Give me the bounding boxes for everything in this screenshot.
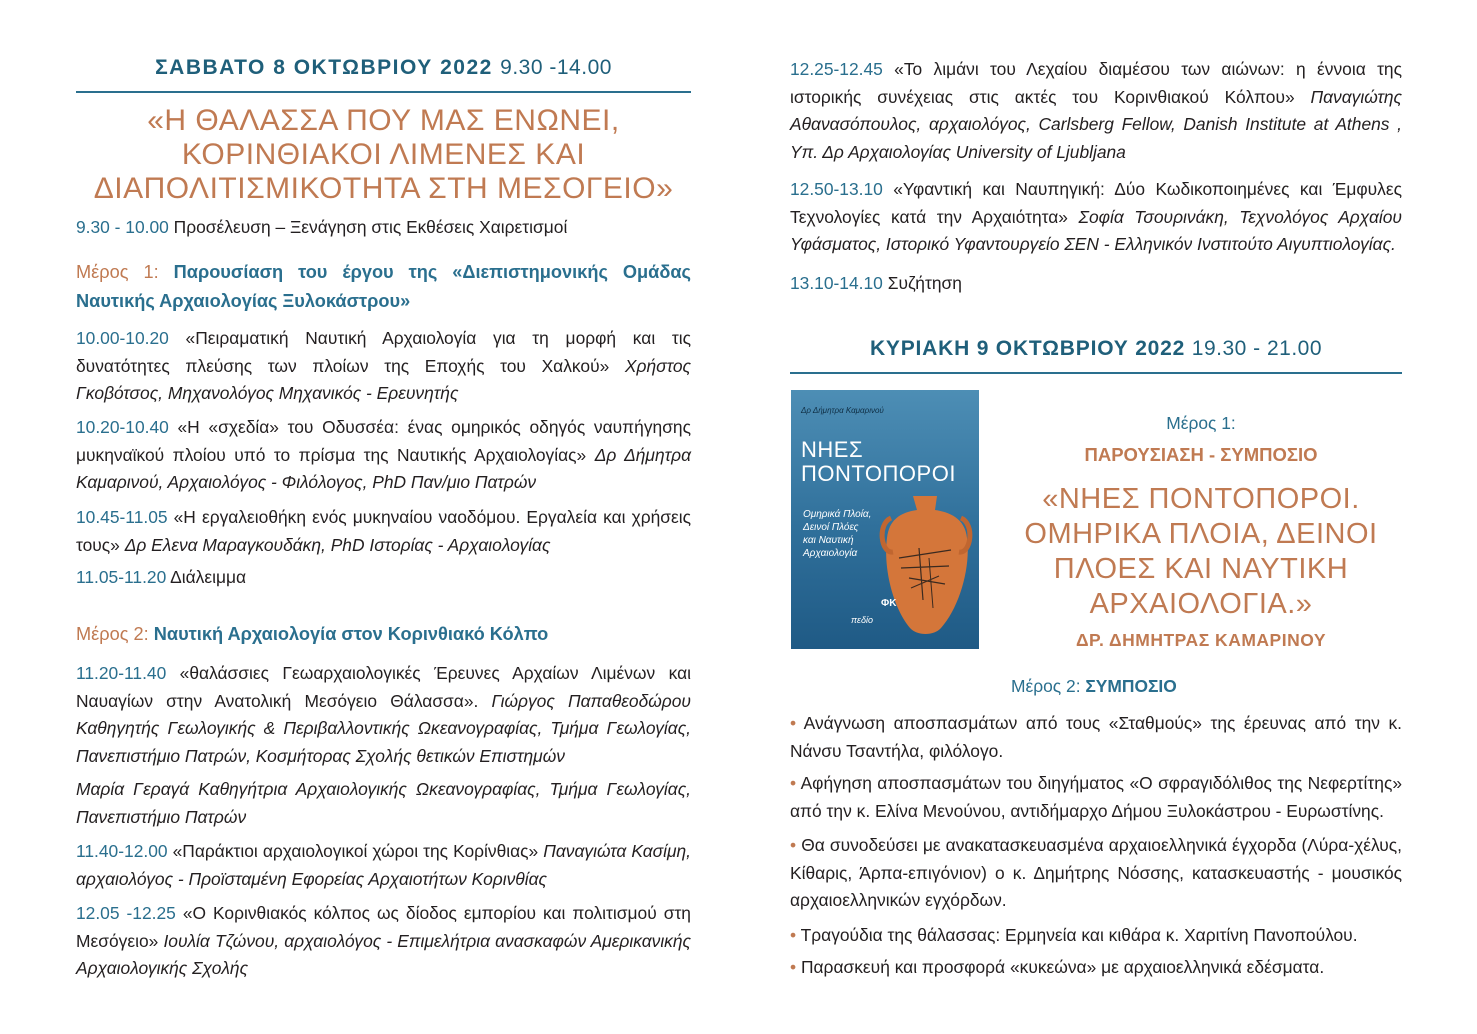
cover-subtitle-line: Δεινοί Πλόες [803,522,859,533]
cover-subtitle-line: και Ναυτική [803,535,854,546]
bullet-text: Ανάγνωση αποσπασμάτων από τους «Σταθμούς» της έρευνας από την κ. Νάνσυ Τσαντήλα, φιλόλογο. [790,713,1402,761]
item-text: «Παράκτιοι αρχαιολογικοί χώροι της Κορίνθιας» [172,841,539,861]
program-item [76,838,691,893]
program-item [76,776,691,831]
item-speaker: Δρ Ελενα Μαραγκουδάκη, PhD Ιστορίας - Αρχαιολογίας [124,534,551,555]
item-speaker: Παναγιώτα Κασίμη, αρχαιολόγος - Προϊσταμένη Εφορείας Αρχαιοτήτων Κορινθίας [76,841,691,889]
item-text: «Ο Κορινθιακός κόλπος ως δίοδος εμπορίου και πολιτισμού στη Μεσόγειο» [76,903,691,951]
bullet-icon: • [790,925,797,945]
item-text: Διάλειμμα [170,567,247,587]
program-item [76,660,691,770]
part1-heading [76,258,691,316]
item-speaker: Δρ Δήμητρα Καμαρινού, Αρχαιολόγος - Φιλόλογος, PhD Παν/μιο Πατρών [76,444,692,493]
item-speaker: Γιώργος Παπαθεοδώρου Καθηγητής Γεωλογικής & Περιβαλλοντικής Ωκεανογραφίας, Τμήμα Γεωλογίας, Πανεπιστήμιο Πατρών, Κοσμήτορας Σχολής θετικών Επιστημών [76,690,691,766]
sunday-time: 19.30 - 21.00 [1191,337,1323,360]
program-item [790,270,1402,298]
item-speaker: Παναγιώτης Αθανασόπουλος, αρχαιολόγος, Carlsberg Fellow, Danish Institute at Athens , Υπ. Δρ Αρχαιολογίας University of Ljubljana [790,86,1402,162]
cover-author: Δρ Δήμητρα Καμαρινού [801,406,884,415]
sunday-header [790,337,1402,361]
welcome-line [76,214,691,242]
item-time: 12.25-12.45 [790,59,883,79]
bullet-item [790,770,1402,825]
item-time: 11.40-12.00 [76,841,168,861]
item-time: 11.20-11.40 [76,663,167,683]
program-item [790,56,1402,166]
welcome-text: Προσέλευση – Ξενάγηση στις Εκθέσεις Χαιρετισμοί [173,217,568,237]
bullet-text: Παρασκευή και προσφορά «κυκεώνα» με αρχαιοελληνικά εδέσματα. [800,957,1325,977]
item-speaker: Μαρία Γεραγά Καθηγήτρια Αρχαιολογικής Ωκεανογραφίας, Τμήμα Γεωλογίας, Πανεπιστήμιο Πατρών [76,779,691,827]
item-text: «θαλάσσιες Γεωαρχαιολογικές Έρευνες Αρχαίων Λιμένων και Ναυαγίων στην Ανατολική Μεσόγειο Θάλασσα». [76,663,691,711]
saturday-title-line: ΔΙΑΠΟΛΙΤΙΣΜΙΚΟΤΗΤΑ ΣΤΗ ΜΕΣΟΓΕΙΟ» [93,172,674,205]
part1-title: Παρουσίαση του έργου της «Διεπιστημονικής Ομάδας Ναυτικής Αρχαιολογίας Ξυλοκάστρου» [76,262,691,311]
part2-title: Ναυτική Αρχαιολογία στον Κορινθιακό Κόλπο [153,624,549,644]
item-text: «Πειραματική Ναυτική Αρχαιολογία για τη μορφή και τις δυνατότητες πλεύσης των πλοίων της Εποχής του Χαλκού» [76,328,691,376]
bullet-text: Αφήγηση αποσπασμάτων του διηγήματος «Ο σφραγιδόλιθος της Νεφερτίτης» από την κ. Ελίνα Μενούνου, αντιδήμαρχο Δήμου Ξυλοκάστρου - Ευρωστίνης. [790,773,1402,821]
program-item [76,900,691,983]
saturday-time: 9.30 -14.00 [500,56,612,79]
bullet-item [790,832,1402,915]
saturday-title-line: «Η ΘΑΛΑΣΣΑ ΠΟΥ ΜΑΣ ΕΝΩΝΕΙ, [147,104,620,137]
saturday-header [76,56,691,80]
book-author: ΔΡ. ΔΗΜΗΤΡΑΣ ΚΑΜΑΡΙΝΟΥ [1075,630,1327,650]
cover-mark: ΦΚ [881,598,897,609]
bullet-item [790,954,1402,982]
item-text: «Η εργαλειοθήκη ενός μυκηναίου ναοδόμου. Εργαλεία και χρήσεις τους» [76,507,691,555]
item-text: Συζήτηση [887,273,962,293]
welcome-time: 9.30 - 10.00 [76,217,169,237]
program-item [76,564,691,592]
bullet-icon: • [790,773,797,793]
bullet-icon: • [790,957,797,977]
item-text: «Το λιμάνι του Λεχαίου διαμέσου των αιώνων: η έννοια της ιστορικής συνέχειας στις ακτές του Κορινθιακού Κόλπου» [790,59,1402,107]
item-speaker: Χρήστος Γκοβότσος, Μηχανολόγος Μηχανικός - Ερευνητής [76,355,691,404]
item-time: 12.05 -12.25 [76,903,176,923]
book-cover-image [791,390,979,649]
item-text: «Η «σχεδία» του Οδυσσέα: ένας ομηρικός οδηγός ναυπήγησης μυκηναϊκού πλοίου υπό το πρίσμα της Ναυτικής Αρχαιολογίας» [76,417,691,465]
cover-subtitle-line: Ομηρικά Πλοία, [803,509,872,520]
bullet-text: Θα συνοδεύσει με ανακατασκευασμένα αρχαιοελληνικά έγχορδα (Λύρα-χέλυς, Κίθαρις, Άρπα-επιγόνιον) ο κ. Δημήτρης Νόσσης, κατασκευαστής - μουσικός αρχαιοελληνικών εγχόρδων. [790,835,1402,911]
part1-label: Μέρος 1: [76,262,159,282]
part2-heading [76,621,691,649]
cover-title-line: ΠΟΝΤΟΠΟΡΟΙ [801,461,956,486]
item-time: 12.50-13.10 [790,179,883,199]
sunday-part2-heading [1011,673,1391,701]
cover-title [801,437,956,486]
cover-publisher: πεδίο [851,615,873,625]
item-speaker: Σοφία Τσουρινάκη, Τεχνολόγος Αρχαίου Υφάσματος, Ιστορικό Υφαντουργείο ΣΕΝ - Ελληνικόν Ινστιτούτο Αιγυπτιολογίας. [790,206,1402,255]
item-time: 13.10-14.10 [790,273,883,293]
bullet-item [790,922,1402,950]
sunday-part2-label: Μέρος 2: [1011,676,1081,696]
book-title-line: ΟΜΗΡΙΚΑ ΠΛΟΙΑ, ΔΕΙΝΟΙ [1024,518,1378,550]
sunday-part2-title: ΣΥΜΠΟΣΙΟ [1085,676,1177,696]
book-title-line: «ΝΗΕΣ ΠΟΝΤΟΠΟΡΟΙ. [1042,483,1360,515]
program-item [76,504,691,559]
saturday-day: ΣΑΒΒΑΤΟ 8 ΟΚΤΩΒΡΙΟΥ 2022 [155,56,493,79]
sunday-part1-label: Μέρος 1: [1166,413,1236,433]
sunday-day: ΚΥΡΙΑΚΗ 9 ΟΚΤΩΒΡΙΟΥ 2022 [869,337,1186,360]
part2-label: Μέρος 2: [76,624,149,644]
cover-subtitle-line: Αρχαιολογία [803,548,858,559]
program-item [790,176,1402,259]
saturday-title-line: ΚΟΡΙΝΘΙΑΚΟΙ ΛΙΜΕΝΕΣ ΚΑΙ [181,138,586,171]
amphora-illustration [879,488,974,638]
book-title-line: ΠΛΟΕΣ ΚΑΙ ΝΑΥΤΙΚΗ [1053,553,1349,585]
bullet-icon: • [790,713,797,733]
saturday-title [76,104,691,206]
program-item [76,325,691,408]
item-text: «Υφαντική και Ναυπηγική: Δύο Κωδικοποιημένες και Έμφυλες Τεχνολογίες κατά την Αρχαιότητα» [790,179,1402,227]
sunday-part1-title: ΠΑΡΟΥΣΙΑΣΗ - ΣΥΜΠΟΣΙΟ [1084,444,1318,465]
saturday-divider [76,91,691,93]
bullet-text: Τραγούδια της θάλασσας: Ερμηνεία και κιθάρα κ. Χαριτίνη Πανοπούλου. [800,925,1358,945]
sunday-divider [790,372,1402,374]
item-time: 10.00-10.20 [76,328,169,348]
book-title [1000,482,1402,622]
bullet-icon: • [790,835,797,855]
program-item [76,414,691,497]
cover-title-line: ΝΗΕΣ [801,437,864,462]
bullet-item [790,710,1402,765]
item-time: 10.45-11.05 [76,507,168,527]
item-time: 11.05-11.20 [76,567,167,587]
book-title-line: ΑΡΧΑΙΟΛΟΓΙΑ.» [1089,588,1313,620]
item-speaker: Ιουλία Τζώνου, αρχαιολόγος - Επιμελήτρια ανασκαφών Αμερικανικής Αρχαιολογικής Σχολής [76,930,691,979]
item-time: 10.20-10.40 [76,417,169,437]
